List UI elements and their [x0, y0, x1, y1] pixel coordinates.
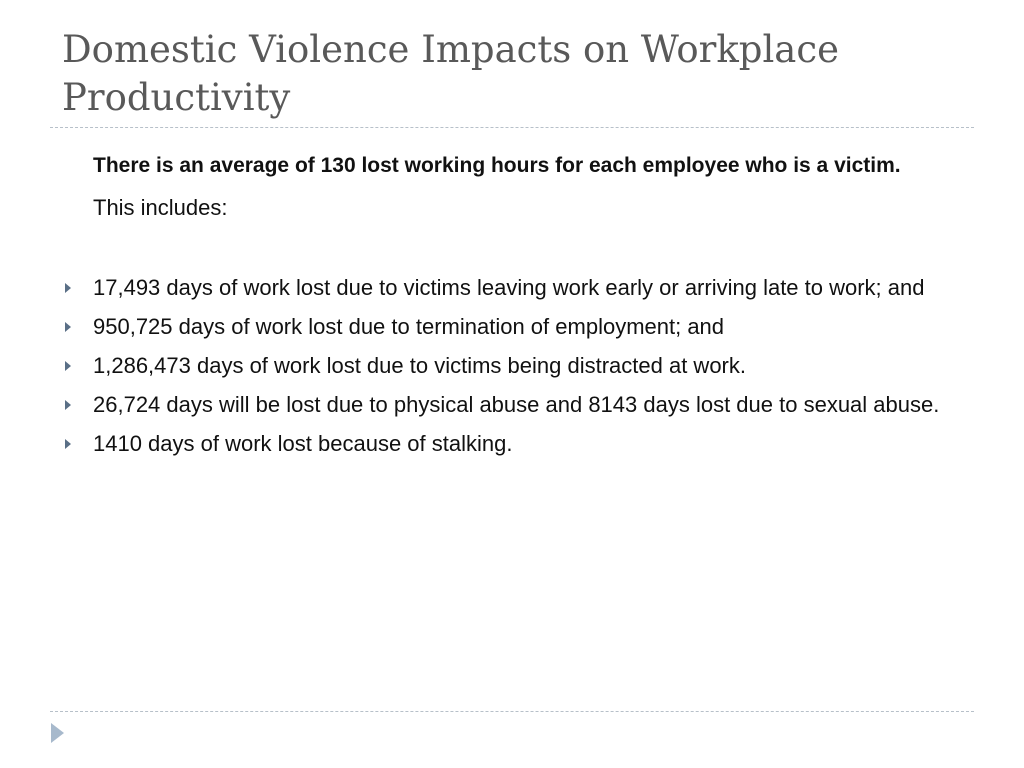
bullet-list	[62, 273, 952, 459]
bullet-item	[62, 312, 952, 342]
slide-body	[62, 150, 952, 468]
triangle-right-icon	[65, 283, 71, 293]
bullet-item	[62, 351, 952, 381]
lead-statement: There is an average of 130 lost working hours for each employee who is a victim.	[93, 154, 901, 177]
bullet-item	[62, 429, 952, 459]
slide-title: Domestic Violence Impacts on Workplace Productivity	[62, 28, 839, 119]
bullet-item	[62, 390, 952, 420]
triangle-right-icon	[65, 439, 71, 449]
triangle-right-icon	[65, 322, 71, 332]
bullet-item	[62, 273, 952, 303]
bullet-text: 1410 days of work lost because of stalking.	[93, 431, 513, 456]
triangle-right-icon	[65, 361, 71, 371]
bullet-text: 17,493 days of work lost due to victims leaving work early or arriving late to work; and	[93, 275, 925, 300]
title-divider	[50, 127, 974, 128]
bullet-text: 950,725 days of work lost due to termination of employment; and	[93, 314, 725, 339]
bullet-text: 1,286,473 days of work lost due to victims being distracted at work.	[93, 353, 746, 378]
bullet-text: 26,724 days will be lost due to physical abuse and 8143 days lost due to sexual abuse.	[93, 392, 940, 417]
play-triangle-icon	[51, 723, 64, 743]
triangle-right-icon	[65, 400, 71, 410]
footer-divider	[50, 711, 974, 712]
includes-label: This includes:	[93, 195, 228, 220]
